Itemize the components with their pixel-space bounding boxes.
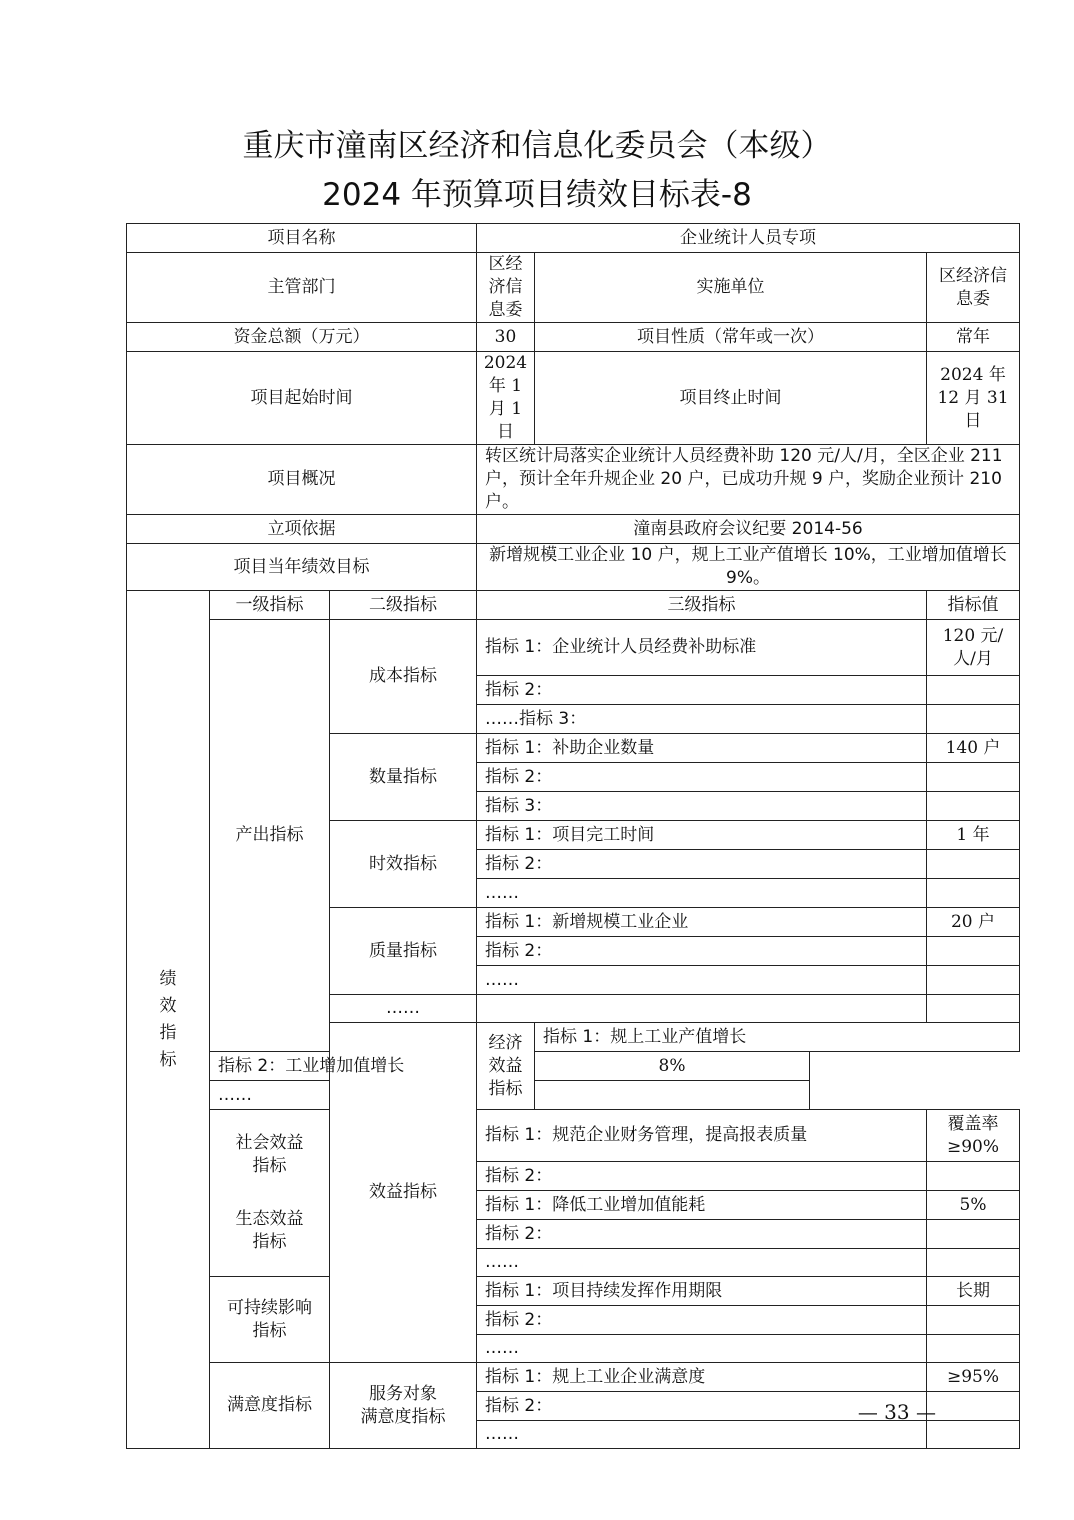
project-nature-label: 项目性质（常年或一次） [535,323,927,352]
indicator-value [927,879,1020,908]
overview-row [127,445,1020,515]
output-indicator: 产出指标 [210,620,330,1052]
indicator-value [927,676,1020,705]
indicator-value: 覆盖率 ≥90% [927,1110,1020,1162]
indicator-text: …… [477,879,927,908]
end-time-label: 项目终止时间 [535,352,927,445]
benefit-indicator: 效益指标 [330,1023,477,1363]
indicator-text: …… [477,1335,927,1363]
department-value: 区经济信息委 [477,253,535,323]
satisfaction-indicator: 满意度指标 [210,1363,330,1449]
economic-benefit-indicator: 经济效益 指标 [477,1023,535,1110]
goal-row [127,544,1020,591]
indicator-text: 指标 2： [477,1162,927,1191]
project-nature-value: 常年 [927,323,1020,352]
indicator-text: 指标 2： [477,937,927,966]
indicator-text: 指标 1：规上工业企业满意度 [477,1363,927,1392]
basis-label: 立项依据 [127,515,477,544]
table-row [127,1277,1020,1306]
indicator-text: 指标 2：工业增加值增长 [210,1052,535,1081]
indicator-value [927,1421,1020,1449]
department-label: 主管部门 [127,253,477,323]
indicator-value [535,1081,810,1110]
start-time-label: 项目起始时间 [127,352,477,445]
indicator-value [927,1335,1020,1363]
indicator-text: 指标 1：降低工业增加值能耗 [477,1191,927,1220]
table-row [127,1110,1020,1162]
indicator-value: 140 户 [927,734,1020,763]
overview-value: 转区统计局落实企业统计人员经费补助 120 元/人/月，全区企业 211 户，预计全年升规企业 20 户，已成功升规 9 户，奖励企业预计 210 户。 [477,445,1020,515]
project-name-value: 企业统计人员专项 [477,224,1020,253]
quality-indicator: 质量指标 [330,908,477,995]
indicator-value [927,850,1020,879]
indicator-value: 20 户 [927,908,1020,937]
indicator-header-row [127,591,1020,620]
cost-indicator: 成本指标 [330,620,477,734]
indicator-value: ≥95% [927,1363,1020,1392]
indicator-text: …… [477,1421,927,1449]
table-row [127,620,1020,676]
service-satisfaction-indicator: 服务对象 满意度指标 [330,1363,477,1449]
timeliness-indicator: 时效指标 [330,821,477,908]
indicator-value [927,1162,1020,1191]
fund-value: 30 [477,323,535,352]
indicator-text: 指标 2： [477,1306,927,1335]
indicator-text: 指标 1：规上工业产值增长 [535,1023,1020,1052]
basis-value: 潼南县政府会议纪要 2014-56 [477,515,1020,544]
indicator-text: 指标 1：规范企业财务管理，提高报表质量 [477,1110,927,1162]
indicator-value: 120 元/ 人/月 [927,620,1020,676]
indicator-value [927,792,1020,821]
goal-label: 项目当年绩效目标 [127,544,477,591]
indicator-text: …… [477,966,927,995]
indicator-text: 指标 1：项目持续发挥作用期限 [477,1277,927,1306]
social-ecological-benefit-indicator [210,1110,330,1277]
indicator-value [927,995,1020,1023]
indicator-value [927,763,1020,792]
indicator-text: 指标 2： [477,1392,927,1421]
indicator-value [927,705,1020,734]
basis-row [127,515,1020,544]
indicator-value: 长期 [927,1277,1020,1306]
indicator-text: 指标 2： [477,763,927,792]
indicator-value: 1 年 [927,821,1020,850]
level-1-header: 一级指标 [210,591,330,620]
indicator-text: 指标 1：项目完工时间 [477,821,927,850]
indicator-text: ……指标 3： [477,705,927,734]
indicator-value [927,1220,1020,1249]
indicator-value [927,966,1020,995]
start-time-value: 2024 年 1 月 1 日 [477,352,535,445]
indicator-text: 指标 3： [477,792,927,821]
end-time-value: 2024 年 12 月 31 日 [927,352,1020,445]
page-number: — 33 — [857,1400,936,1424]
implementing-unit-label: 实施单位 [535,253,927,323]
project-name-row [127,224,1020,253]
indicator-value: 8% [535,1052,810,1081]
goal-value: 新增规模工业企业 10 户，规上工业产值增长 10%，工业增加值增长 9%。 [477,544,1020,591]
value-header: 指标值 [927,591,1020,620]
sustainability-indicator: 可持续影响 指标 [210,1277,330,1363]
level-3-header: 三级指标 [477,591,927,620]
document-title-line-2: 2024 年预算项目绩效目标表-8 [322,177,752,213]
level-2-header: 二级指标 [330,591,477,620]
table-row [127,1081,1020,1110]
performance-indicator-label: 绩 效 指 标 [127,591,210,1449]
social-benefit-indicator: 社会效益 指标 [235,1133,304,1176]
indicator-text: 指标 1：补助企业数量 [477,734,927,763]
indicator-text: …… [477,1249,927,1277]
ellipsis-cell: …… [330,995,477,1023]
document-title-line-1: 重庆市潼南区经济和信息化委员会（本级） [242,128,832,164]
fund-label: 资金总额（万元） [127,323,477,352]
fund-row [127,323,1020,352]
table-row [127,1363,1020,1392]
indicator-text [477,995,927,1023]
project-name-label: 项目名称 [127,224,477,253]
indicator-text: …… [210,1081,535,1110]
indicator-text: 指标 1：企业统计人员经费补助标准 [477,620,927,676]
ecological-benefit-indicator: 生态效益 指标 [235,1209,304,1252]
overview-label: 项目概况 [127,445,477,515]
department-row [127,253,1020,323]
indicator-text: 指标 2： [477,1220,927,1249]
indicator-value [927,937,1020,966]
indicator-text: 指标 1：新增规模工业企业 [477,908,927,937]
indicator-text: 指标 2： [477,850,927,879]
performance-target-table [126,223,1020,1449]
indicator-value [927,1306,1020,1335]
indicator-value [927,1249,1020,1277]
period-row [127,352,1020,445]
indicator-text: 指标 2： [477,676,927,705]
implementing-unit-value: 区经济信息委 [927,253,1020,323]
quantity-indicator: 数量指标 [330,734,477,821]
table-row [127,1052,1020,1081]
indicator-value: 5% [927,1191,1020,1220]
